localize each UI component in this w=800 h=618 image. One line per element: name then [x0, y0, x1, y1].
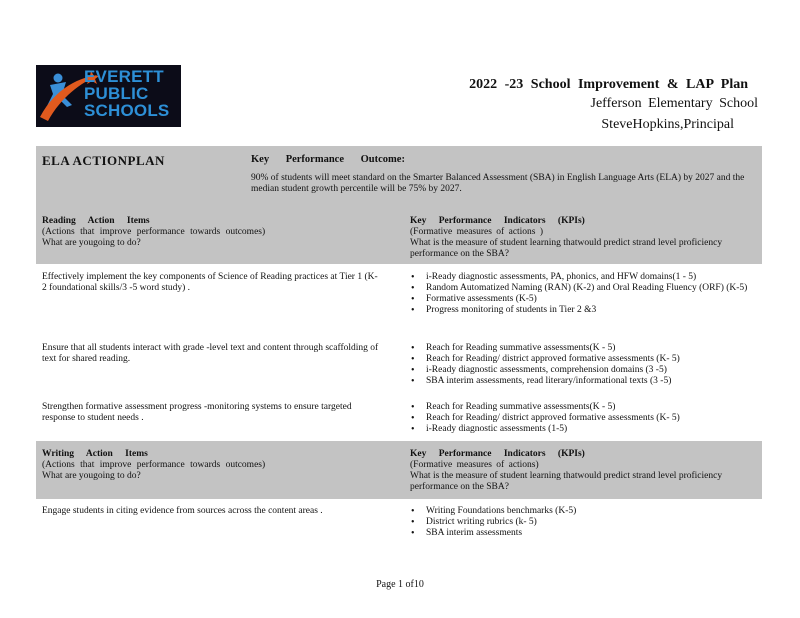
list-item: • i-Ready diagnostic assessments, comprehension domains (3 -5)	[410, 365, 750, 376]
reading-kpi-heading: Key Performance Indicators (KPIs)	[410, 216, 585, 226]
writing-kpi-subtitle: (Formative measures of actions)	[410, 460, 539, 470]
logo-text: EVERETT PUBLIC SCHOOLS	[84, 67, 170, 120]
list-item: • SBA interim assessments, read literary/informational texts (3 -5)	[410, 376, 750, 387]
list-item: • Progress monitoring of students in Tier 2 &3	[410, 305, 750, 316]
reading-actions-subtitle: (Actions that improve performance towards outcomes)	[42, 227, 266, 237]
list-item: • SBA interim assessments	[410, 528, 750, 539]
list-item: • Reach for Reading summative assessments(K - 5)	[410, 402, 750, 413]
school-name: Jefferson Elementary School	[590, 96, 758, 111]
list-item: • Writing Foundations benchmarks (K-5)	[410, 506, 750, 517]
key-performance-outcome-label: Key Performance Outcome:	[251, 154, 405, 165]
reading-action-1: Effectively implement the key components of Science of Reading practices at Tier 1 (K-2 foundational skills/3 -5 word study) .	[42, 272, 378, 293]
reading-action-items-heading: Reading Action Items	[42, 216, 150, 226]
writing-action-1: Engage students in citing evidence from sources across the content areas .	[42, 506, 323, 516]
reading-kpi-list-1	[410, 272, 750, 316]
reading-action-2: Ensure that all students interact with grade -level text and content through scaffolding of text for shared reading.	[42, 343, 379, 364]
list-item: • Reach for Reading summative assessments(K - 5)	[410, 343, 750, 354]
writing-kpi-list-1	[410, 506, 750, 539]
district-logo	[36, 65, 181, 127]
writing-action-items-heading: Writing Action Items	[42, 449, 148, 459]
principal-name: SteveHopkins,Principal	[601, 117, 734, 132]
writing-actions-question: What are yougoing to do?	[42, 471, 141, 481]
reading-kpi-list-2	[410, 343, 750, 387]
key-performance-outcome-text: 90% of students will meet standard on the Smarter Balanced Assessment (SBA) in English Language Arts (ELA) by 2027 and the median student growth percentile will be 75% by 2027.	[251, 173, 745, 194]
list-item: • Random Automatized Naming (RAN) (K-2) and Oral Reading Fluency (ORF) (K-5)	[410, 283, 750, 294]
reading-kpi-question: What is the measure of student learning thatwould predict strand level proficiency performance on the SBA?	[410, 238, 723, 259]
list-item: • Reach for Reading/ district approved formative assessments (K- 5)	[410, 413, 750, 424]
reading-kpi-list-3	[410, 402, 750, 435]
writing-kpi-heading: Key Performance Indicators (KPIs)	[410, 449, 585, 459]
list-item: • Reach for Reading/ district approved formative assessments (K- 5)	[410, 354, 750, 365]
list-item: • i-Ready diagnostic assessments (1-5)	[410, 424, 750, 435]
ela-action-plan-title: ELA ACTIONPLAN	[42, 153, 165, 168]
list-item: • i-Ready diagnostic assessments, PA, phonics, and HFW domains(1 - 5)	[410, 272, 750, 283]
page-number: Page 1 of10	[376, 579, 424, 590]
writing-kpi-question: What is the measure of student learning thatwould predict strand level proficiency performance on the SBA?	[410, 471, 723, 492]
reading-action-3: Strengthen formative assessment progress -monitoring systems to ensure targeted response to student needs .	[42, 402, 352, 423]
writing-actions-subtitle: (Actions that improve performance towards outcomes)	[42, 460, 266, 470]
list-item: • Formative assessments (K-5)	[410, 294, 750, 305]
reading-kpi-subtitle: (Formative measures of actions )	[410, 227, 544, 237]
reading-actions-question: What are yougoing to do?	[42, 238, 141, 248]
plan-title: 2022 -23 School Improvement & LAP Plan	[469, 77, 748, 92]
list-item: • District writing rubrics (k- 5)	[410, 517, 750, 528]
